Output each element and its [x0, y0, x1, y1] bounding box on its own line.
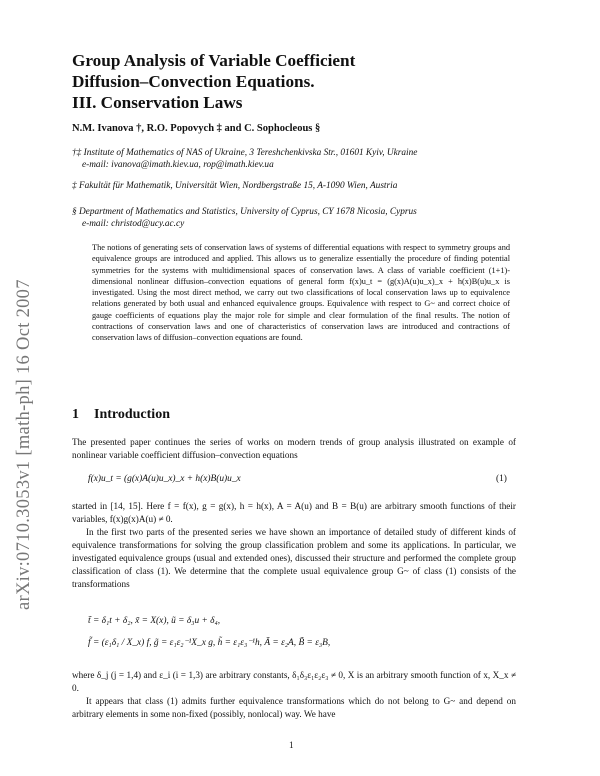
paragraph: where δ_j (j = 1,4) and ε_i (i = 1,3) are arbitrary constants, δ₁δ₃ε₁ε₂ε₃ ≠ 0, X is an arbitrary smooth function of x, X_x ≠ 0.: [72, 670, 516, 693]
paragraph: The presented paper continues the series of works on modern trends of group analysis illustrated on example of nonlinear variable coefficient diffusion–convection equations: [72, 437, 516, 460]
affiliation-email: e-mail: christod@ucy.ac.cy: [82, 219, 185, 230]
paper-title: [72, 50, 522, 113]
arxiv-identifier: arXiv:0710.3053v1 [math-ph] 16 Oct 2007: [14, 279, 34, 610]
authors: N.M. Ivanova †, R.O. Popovych ‡ and C. Sophocleous §: [72, 123, 321, 134]
affiliation-cyprus: [72, 206, 518, 231]
equation-1: f(x)u_t = (g(x)A(u)u_x)_x + h(x)B(u)u_x: [88, 474, 241, 484]
affiliation-address: †‡ Institute of Mathematics of NAS of Ukraine, 3 Tereshchenkivska Str., 01601 Kyiv, Ukraine: [72, 148, 418, 158]
affiliation-address: ‡ Fakultät für Mathematik, Universität Wien, Nordbergstraße 15, A-1090 Wien, Austria: [72, 181, 398, 191]
affiliation-kyiv: [72, 147, 518, 172]
affiliation-email: e-mail: ivanova@imath.kiev.ua, rop@imath.kiev.ua: [82, 160, 274, 171]
page-number: 1: [289, 740, 294, 750]
title-line: Diffusion–Convection Equations.: [72, 72, 315, 91]
title-line: III. Conservation Laws: [72, 93, 243, 112]
title-line: Group Analysis of Variable Coefficient: [72, 51, 356, 70]
affiliation-wien: [72, 180, 518, 192]
paragraph: In the first two parts of the presented series we have shown an importance of detailed study of different kinds of equivalence transformations for solving the group classification problem and some its applications. In particular, we investigated equivalence groups (usual and extended ones), discussed their structure and performed the complete group classification of class (1). We determine that the complete usual equivalence group G~ of class (1) consists of the transformations: [72, 527, 516, 589]
transformation-line: t̃ = δ₁t + δ₂, x̃ = X(x), ũ = δ₃u + δ₄,: [88, 616, 221, 626]
section-heading: [72, 407, 170, 423]
section-title: Introduction: [94, 407, 170, 422]
paragraph: It appears that class (1) admits further equivalence transformations which do not belong to G~ and depend on arbitrary elements in some non-fixed (possibly, nonlocal) way. We have: [72, 696, 516, 719]
affiliation-address: § Department of Mathematics and Statistics, University of Cyprus, CY 1678 Nicosia, Cyprus: [72, 207, 417, 217]
abstract: The notions of generating sets of conservation laws of systems of differential equations with respect to symmetry groups and equivalence groups are introduced and applied. This allows us to generalize essentially the procedure of finding potential symmetries for the systems with multidimensional spaces of conservation laws. A class of variable coefficient (1+1)-dimensional nonlinear diffusion–convection equations of general form f(x)u_t = (g(x)A(u)u_x)_x + h(x)B(u)u_x is investigated. Using the most direct method, we carry out two classifications of local conservation laws up to equivalence relations generated by both usual and enhanced equivalence groups. Equivalence with respect to G~ and correct choice of gauge coefficients of equations play the major role for simple and clear formulation of the final results. The notion of contractions of conservation laws and one of characteristics of conservation laws are introduced and contractions of conservation laws of diffusion–convection equations are found.: [92, 243, 510, 343]
section-number: 1: [72, 407, 79, 422]
equation-number: (1): [496, 474, 507, 484]
paragraph: started in [14, 15]. Here f = f(x), g = g(x), h = h(x), A = A(u) and B = B(u) are arbitrary smooth functions of their variables, f(x)g(x)A(u) ≠ 0.: [72, 501, 516, 524]
transformation-line: f̃ = (ε₁δ₁ / X_x) f, g̃ = ε₁ε₂⁻¹X_x g, h̃ = ε₁ε₃⁻¹h, Ã = ε₂A, B̃ = ε₃B,: [88, 638, 331, 648]
